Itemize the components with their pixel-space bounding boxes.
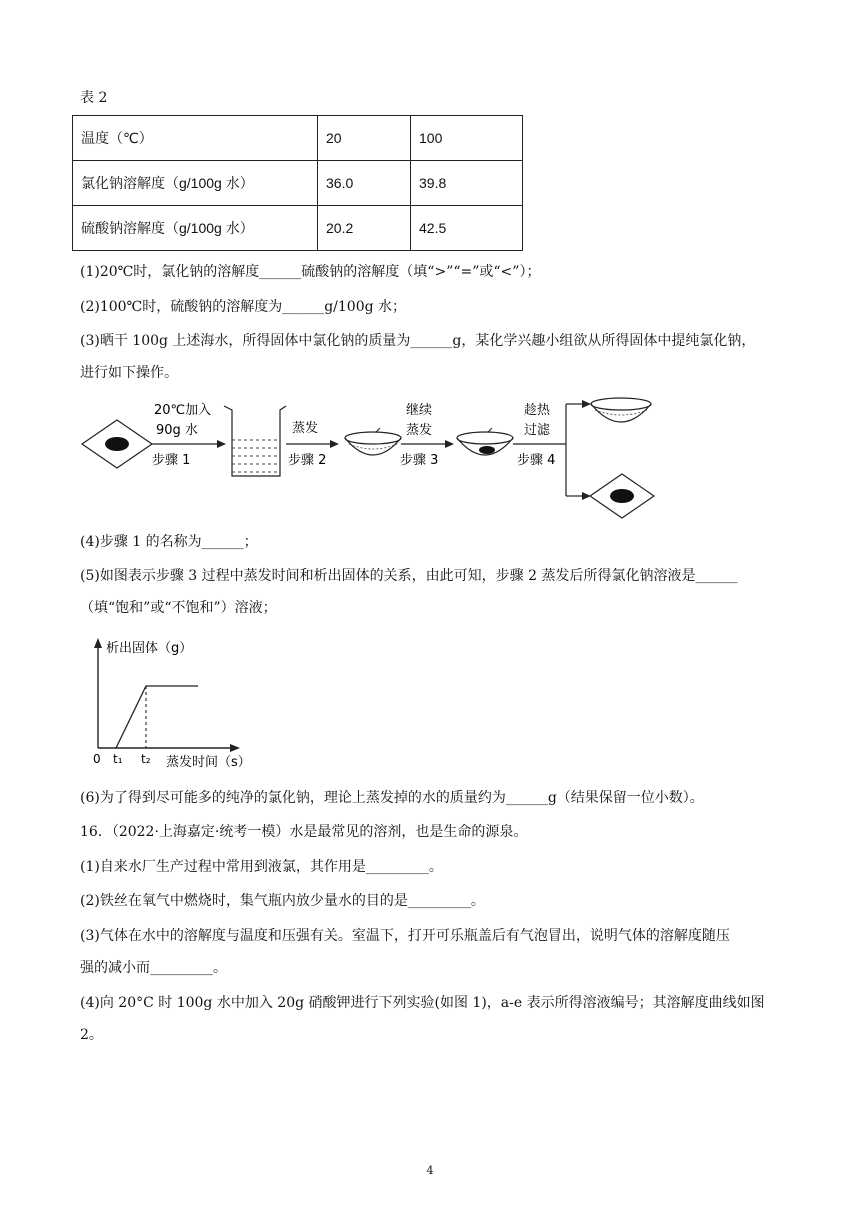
evaporating-dish-with-solid-icon [457, 428, 513, 455]
y-axis-label: 析出固体（g） [106, 641, 193, 656]
table-row [73, 161, 523, 206]
step3-label: 步骤 3 [400, 453, 439, 468]
evaporating-dish-icon [345, 428, 401, 455]
step3-top2-label: 蒸发 [406, 423, 433, 438]
solid-curve [116, 686, 198, 748]
table-cell: 氯化钠溶解度（g/100g 水） [73, 161, 318, 206]
table-cell: 100 [411, 116, 523, 161]
table-cell: 20 [318, 116, 411, 161]
step4-label: 步骤 4 [517, 453, 556, 468]
page-number: 4 [426, 1164, 434, 1177]
beaker-icon [224, 406, 286, 476]
t1-label: t₁ [113, 752, 123, 766]
step1-top2-label: 90g 水 [156, 423, 198, 438]
process-flow-diagram [0, 392, 860, 522]
solubility-table [72, 115, 523, 251]
x-axis-label: 蒸发时间（s） [166, 755, 251, 770]
table-row [73, 206, 523, 251]
solid-on-paper-icon [82, 420, 152, 468]
problem-16-part-1: (1)自来水厂生产过程中常用到液氯，其作用是_________。 [80, 859, 443, 875]
step2-label: 步骤 2 [288, 453, 327, 468]
step3-top1-label: 继续 [406, 403, 433, 418]
question-5-line-1: (5)如图表示步骤 3 过程中蒸发时间和析出固体的关系，由此可知，步骤 2 蒸发后所得氯化钠溶液是______ [80, 568, 738, 584]
question-1: (1)20℃时，氯化钠的溶解度______硫酸钠的溶解度（填“>”“=”或“<”）； [80, 264, 541, 280]
problem-16-part-3-line-1: (3)气体在水中的溶解度与温度和压强有关。室温下，打开可乐瓶盖后有气泡冒出，说明气体的溶解度随压 [80, 928, 730, 944]
t2-label: t₂ [141, 752, 151, 766]
y-axis-arrow-icon [94, 638, 102, 648]
step1-label: 步骤 1 [152, 453, 191, 468]
question-3-line-1: (3)晒干 100g 上述海水，所得固体中氯化钠的质量为______g，某化学兴趣小组欲从所得固体中提纯氯化钠， [80, 333, 756, 349]
problem-16-part-4-line-1: (4)向 20°C 时 100g 水中加入 20g 硝酸钾进行下列实验(如图 1)，a-e 表示所得溶液编号；其溶解度曲线如图 [80, 995, 765, 1011]
problem-16-part-4-line-2: 2。 [80, 1027, 103, 1043]
table-cell: 36.0 [318, 161, 411, 206]
step4-top1-label: 趁热 [524, 403, 551, 418]
problem-16-part-3-line-2: 强的减小而_________。 [80, 960, 227, 976]
problem-16-part-2: (2)铁丝在氧气中燃烧时，集气瓶内放少量水的目的是_________。 [80, 893, 485, 909]
x-axis-arrow-icon [230, 744, 240, 752]
step4-top2-label: 过滤 [524, 423, 551, 438]
evaporation-solid-graph [86, 632, 346, 782]
table-cell: 39.8 [411, 161, 523, 206]
step1-top1-label: 20℃加入 [154, 403, 212, 418]
step2-top-label: 蒸发 [292, 421, 319, 436]
table-cell: 硫酸钠溶解度（g/100g 水） [73, 206, 318, 251]
filtered-solid-on-paper-icon [590, 474, 654, 518]
table-cell: 温度（℃） [73, 116, 318, 161]
table-cell: 20.2 [318, 206, 411, 251]
question-4: (4)步骤 1 的名称为______； [80, 534, 258, 550]
table-cell: 42.5 [411, 206, 523, 251]
question-3-line-2: 进行如下操作。 [80, 365, 178, 381]
question-5-line-2: （填“饱和”或“不饱和”）溶液； [80, 600, 277, 616]
question-6: (6)为了得到尽可能多的纯净的氯化钠，理论上蒸发掉的水的质量约为______g（结果保留一位小数）。 [80, 790, 704, 806]
origin-label: 0 [93, 752, 101, 766]
table-row [73, 116, 523, 161]
problem-16-intro: 16．（2022·上海嘉定·统考一模）水是最常见的溶剂，也是生命的源泉。 [80, 824, 528, 840]
table-caption: 表 2 [80, 90, 108, 106]
filtrate-dish-icon [591, 398, 651, 422]
question-2: (2)100℃时，硫酸钠的溶解度为______g/100g 水； [80, 299, 407, 315]
